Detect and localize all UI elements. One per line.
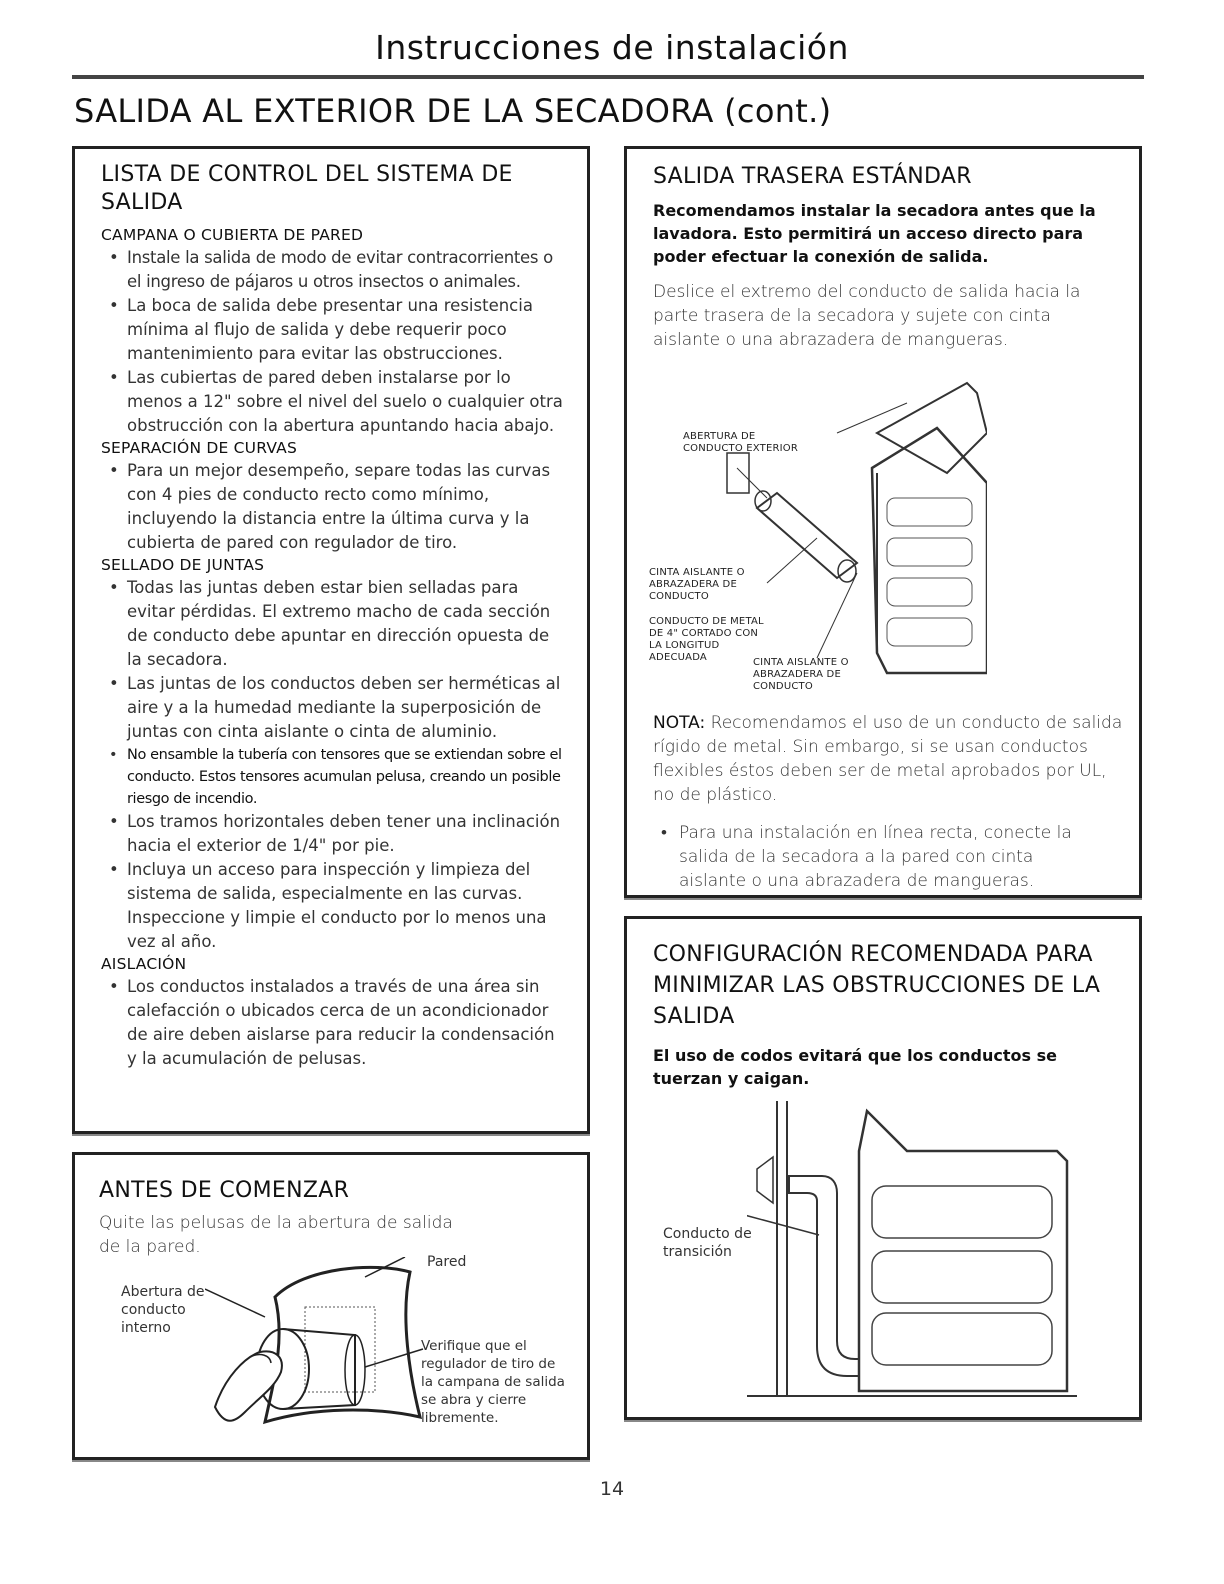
- antes-text: Quite las pelusas de la abertura de salida de la pared.: [99, 1213, 453, 1257]
- trasera-list: [653, 821, 1093, 893]
- list-item: • Incluya un acceso para inspección y limpieza del sistema de salida, especialmente en las curvas. Inspeccione y limpie el conducto por lo menos una vez al año.: [101, 858, 569, 954]
- label-cinta-1: CINTA AISLANTE O ABRAZADERA DE CONDUCTO: [649, 567, 745, 602]
- checklist-title: LISTA DE CONTROL DEL SISTEMA DE SALIDA: [101, 162, 513, 215]
- separacion-heading: SEPARACIÓN DE CURVAS: [101, 439, 297, 457]
- list-item: • No ensamble la tubería con tensores que se extiendan sobre el conducto. Estos tensores acumulan pelusa, creando un posible riesgo de incendio.: [101, 744, 569, 810]
- aislacion-list: [101, 975, 569, 1071]
- campana-list: [101, 246, 569, 438]
- nota-text: Recomendamos el uso de un conducto de salida rígido de metal. Sin embargo, si se usan conductos flexibles éstos deben ser de metal aprobados por UL, no de plástico.: [653, 713, 1123, 805]
- aislacion-heading: AISLACIÓN: [101, 955, 187, 973]
- page-number: 14: [599, 1478, 625, 1500]
- label-cinta-2: CINTA AISLANTE O ABRAZADERA DE CONDUCTO: [753, 657, 849, 692]
- label-verifique: Verifique que el regulador de tiro de la campana de salida se abra y cierre libremente.: [421, 1338, 565, 1426]
- nota-paragraph: [653, 711, 1123, 807]
- list-item: • Todas las juntas deben estar bien selladas para evitar pérdidas. El extremo macho de cada sección de conducto debe apuntar en dirección opuesta de la secadora.: [101, 576, 569, 672]
- trasera-title: SALIDA TRASERA ESTÁNDAR: [653, 164, 972, 189]
- list-item: • Instale la salida de modo de evitar contracorrientes o el ingreso de pájaros u otros insectos o animales.: [101, 246, 569, 294]
- sellado-list: [101, 576, 569, 954]
- campana-heading: CAMPANA O CUBIERTA DE PARED: [101, 226, 364, 244]
- checklist-box: [72, 146, 590, 1134]
- page-header-title: Instrucciones de instalación: [375, 28, 849, 67]
- list-item: • Las juntas de los conductos deben ser herméticas al aire y a la humedad mediante la superposición de juntas con cinta aislante o cinta de aluminio.: [101, 672, 569, 744]
- config-bold: El uso de codos evitará que los conductos se tuerzan y caigan.: [653, 1046, 1057, 1088]
- list-item: • Las cubiertas de pared deben instalarse por lo menos a 12" sobre el nivel del suelo o cualquier otra obstrucción con la abertura apuntando hacia abajo.: [101, 366, 569, 438]
- label-conducto-metal: CONDUCTO DE METAL DE 4" CORTADO CON LA LONGITUD ADECUADA: [649, 616, 764, 663]
- label-abertura-interno: Abertura de conducto interno: [121, 1284, 205, 1336]
- antes-title: ANTES DE COMENZAR: [99, 1178, 350, 1203]
- nota-label: NOTA:: [653, 713, 706, 733]
- wall-vent-illustration: [205, 1257, 435, 1447]
- list-item: • Para un mejor desempeño, separe todas las curvas con 4 pies de conducto recto como mínimo, incluyendo la distancia entre la última curva y la cubierta de pared con regulador de tiro.: [101, 459, 569, 555]
- config-title: CONFIGURACIÓN RECOMENDADA PARA MINIMIZAR LAS OBSTRUCCIONES DE LA SALIDA: [653, 942, 1101, 1029]
- list-item: • Para una instalación en línea recta, conecte la salida de la secadora a la pared con cinta aislante o una abrazadera de mangueras.: [653, 821, 1093, 893]
- list-item: • La boca de salida debe presentar una resistencia mínima al flujo de salida y debe requerir poco mantenimiento para evitar las obstrucciones.: [101, 294, 569, 366]
- dryer-rear-illustration: [697, 373, 987, 693]
- list-item: • Los conductos instalados a través de una área sin calefacción o ubicados cerca de un acondicionador de aire deben aislarse para reducir la condensación y la acumulación de pelusas.: [101, 975, 569, 1071]
- config-box: [624, 916, 1142, 1420]
- antes-box: [72, 1152, 590, 1460]
- label-abertura-exterior: ABERTURA DE CONDUCTO EXTERIOR: [683, 431, 799, 454]
- label-transicion: Conducto de transición: [663, 1226, 752, 1260]
- trasera-text: Deslice el extremo del conducto de salida hacia la parte trasera de la secadora y sujete con cinta aislante o una abrazadera de mangueras.: [653, 282, 1081, 350]
- header-rule: [72, 75, 1144, 79]
- label-pared: Pared: [427, 1254, 467, 1270]
- trasera-box: [624, 146, 1142, 898]
- dryer-elbow-illustration: [747, 1091, 1107, 1401]
- sellado-heading: SELLADO DE JUNTAS: [101, 556, 265, 574]
- separacion-list: [101, 459, 569, 555]
- section-title: SALIDA AL EXTERIOR DE LA SECADORA (cont.): [74, 92, 832, 130]
- trasera-bold: Recomendamos instalar la secadora antes que la lavadora. Esto permitirá un acceso directo para poder efectuar la conexión de salida.: [653, 201, 1096, 266]
- list-item: • Los tramos horizontales deben tener una inclinación hacia el exterior de 1/4" por pie.: [101, 810, 569, 858]
